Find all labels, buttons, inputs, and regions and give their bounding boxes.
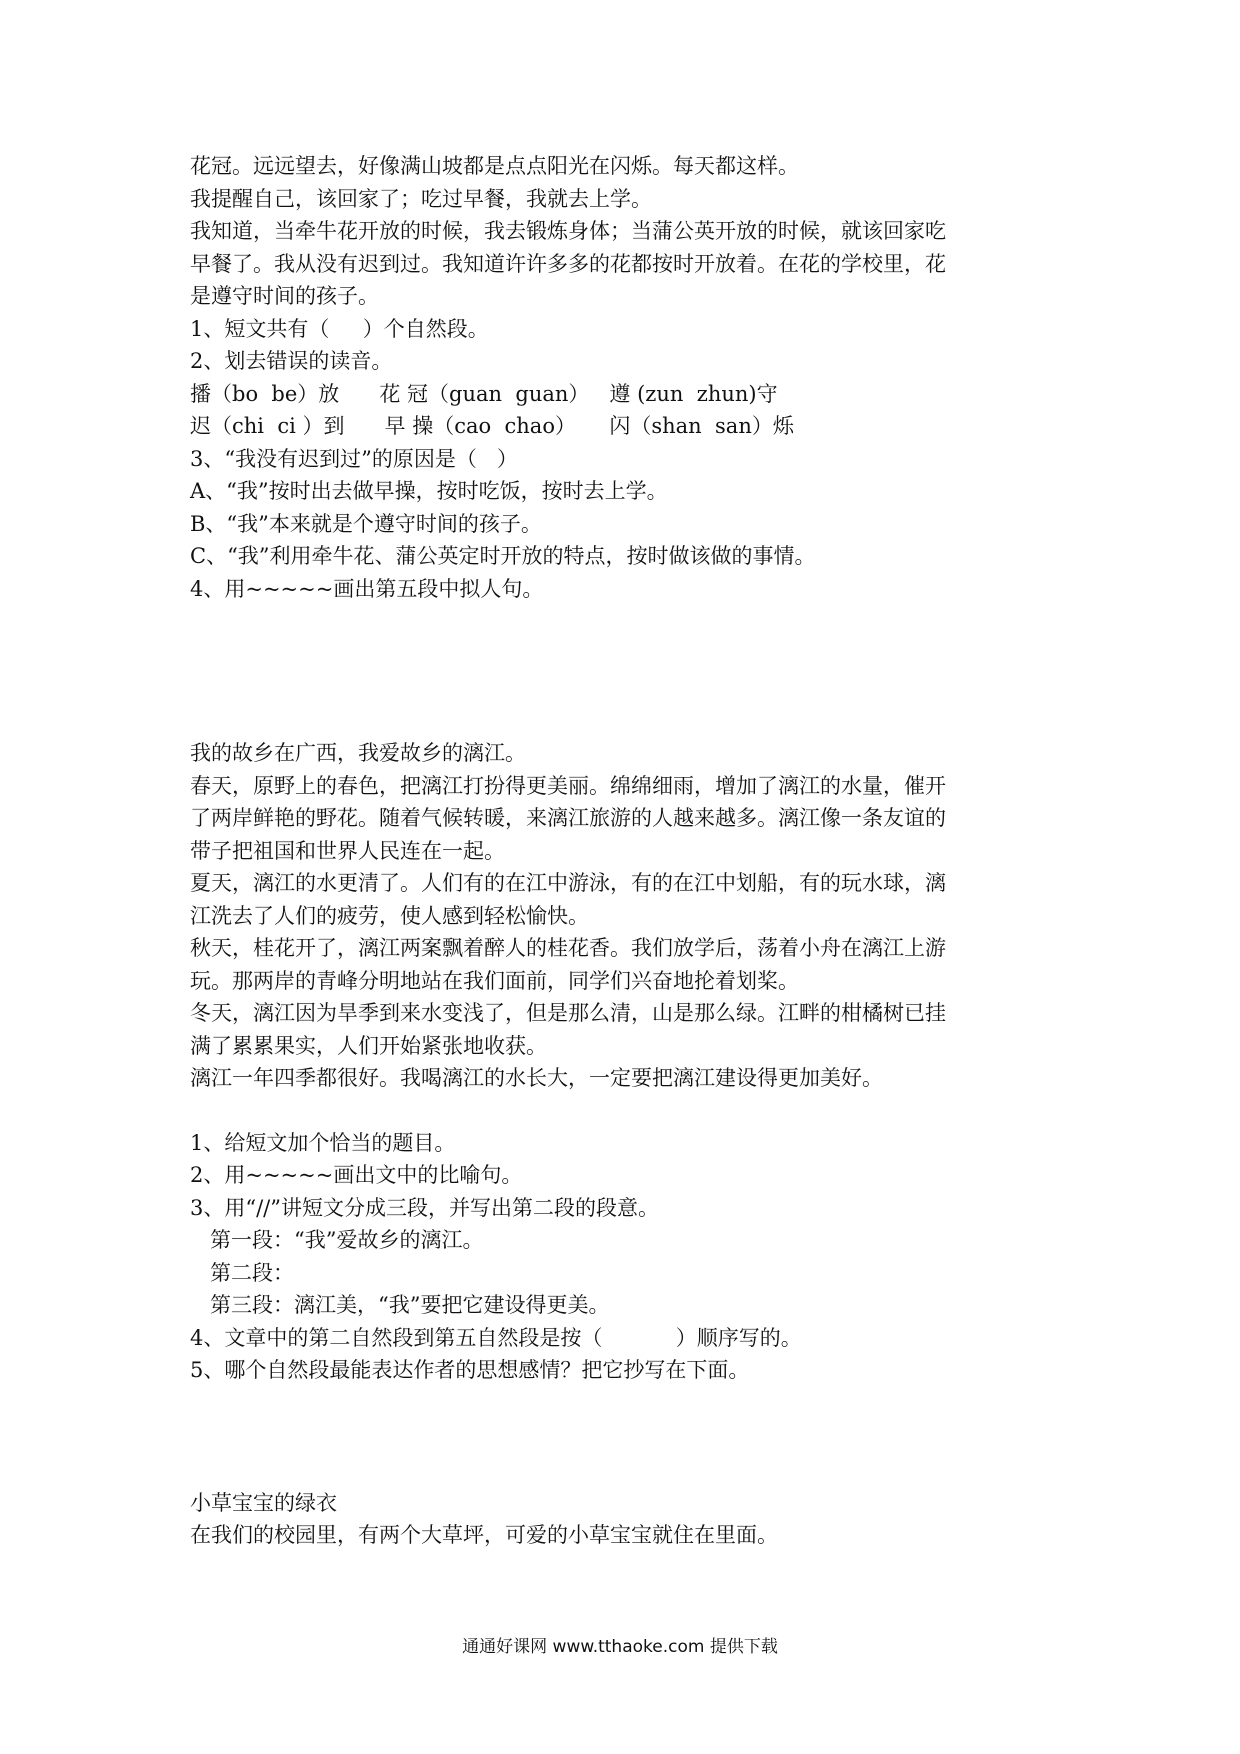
passage-2-line: 玩。那两岸的青峰分明地站在我们面前，同学们兴奋地抡着划桨。 <box>190 968 799 993</box>
spacer <box>190 1095 1070 1127</box>
paragraph-summary-item: 第二段： <box>210 1260 294 1285</box>
passage-2-line: 带子把祖国和世界人民连在一起。 <box>190 838 505 863</box>
question-item: 4、用~~~~~画出第五段中拟人句。 <box>190 576 544 601</box>
passage-2-line: 春天，原野上的春色，把漓江打扮得更美丽。绵绵细雨，增加了漓江的水量，催开 <box>190 773 946 798</box>
passage-3 <box>190 1487 1070 1552</box>
passage-2-line: 满了累累果实，人们开始紧张地收获。 <box>190 1033 547 1058</box>
passage-2-line: 江洗去了人们的疲劳，使人感到轻松愉快。 <box>190 903 589 928</box>
question-item: 4、文章中的第二自然段到第五自然段是按（ ）顺序写的。 <box>190 1325 802 1350</box>
passage-3-title: 小草宝宝的绿衣 <box>190 1490 337 1515</box>
paragraph-summary-item: 第一段：“我”爱故乡的漓江。 <box>210 1228 484 1252</box>
choice-option: A、“我”按时出去做早操，按时吃饭，按时去上学。 <box>190 479 668 503</box>
question-item: 2、用~~~~~画出文中的比喻句。 <box>190 1163 523 1187</box>
question-item: 3、用“//”讲短文分成三段，并写出第二段的段意。 <box>190 1195 659 1220</box>
passage-2-text <box>190 737 1070 1095</box>
question-item: 5、哪个自然段最能表达作者的思想感情？把它抄写在下面。 <box>190 1358 750 1382</box>
document-body <box>190 150 1070 1552</box>
passage-1-line: 花冠。远远望去，好像满山坡都是点点阳光在闪烁。每天都这样。 <box>190 154 799 178</box>
question-item: 2、划去错误的读音。 <box>190 349 393 373</box>
passage-2-line: 冬天，漓江因为旱季到来水变浅了，但是那么清，山是那么绿。江畔的柑橘树已挂 <box>190 1001 946 1025</box>
paragraph-summary-item: 第三段：漓江美，“我”要把它建设得更美。 <box>210 1293 610 1317</box>
passage-1-questions <box>190 313 1070 606</box>
spacer <box>190 605 1070 737</box>
passage-2-line: 漓江一年四季都很好。我喝漓江的水长大，一定要把漓江建设得更加美好。 <box>190 1066 883 1090</box>
passage-2-line: 秋天，桂花开了，漓江两案飘着醉人的桂花香。我们放学后，荡着小舟在漓江上游 <box>190 936 946 960</box>
pinyin-row: 播（bo be）放 花 冠（guan guan） 遵 (zun zhun)守 <box>190 381 778 406</box>
passage-3-line: 在我们的校园里，有两个大草坪，可爱的小草宝宝就住在里面。 <box>190 1523 778 1547</box>
passage-1-line: 我提醒自己，该回家了；吃过早餐，我就去上学。 <box>190 186 652 211</box>
spacer <box>190 1387 1070 1487</box>
passage-1-text <box>190 150 1070 313</box>
passage-2-line: 了两岸鲜艳的野花。随着气候转暖，来漓江旅游的人越来越多。漓江像一条友谊的 <box>190 806 946 830</box>
pinyin-row: 迟（chi ci ）到 早 操（cao chao） 闪（shan san）烁 <box>190 414 794 438</box>
question-item: 1、给短文加个恰当的题目。 <box>190 1130 456 1155</box>
choice-option: B、“我”本来就是个遵守时间的孩子。 <box>190 511 542 536</box>
page-footer: 通通好课网 www.tthaoke.com 提供下载 <box>462 1637 778 1657</box>
passage-2-line: 夏天，漓江的水更清了。人们有的在江中游泳，有的在江中划船，有的玩水球，漓 <box>190 871 946 895</box>
passage-1-line: 是遵守时间的孩子。 <box>190 284 379 308</box>
question-item: 1、短文共有（ ）个自然段。 <box>190 316 489 341</box>
passage-1-line: 我知道，当牵牛花开放的时候，我去锻炼身体；当蒲公英开放的时候，就该回家吃 <box>190 219 946 243</box>
passage-1-line: 早餐了。我从没有迟到过。我知道许许多多的花都按时开放着。在花的学校里，花 <box>190 251 946 276</box>
passage-2-line: 我的故乡在广西，我爱故乡的漓江。 <box>190 741 526 765</box>
choice-option: C、“我”利用牵牛花、蒲公英定时开放的特点，按时做该做的事情。 <box>190 544 816 568</box>
question-item: 3、“我没有迟到过”的原因是（ ） <box>190 446 518 471</box>
passage-2-questions <box>190 1127 1070 1387</box>
